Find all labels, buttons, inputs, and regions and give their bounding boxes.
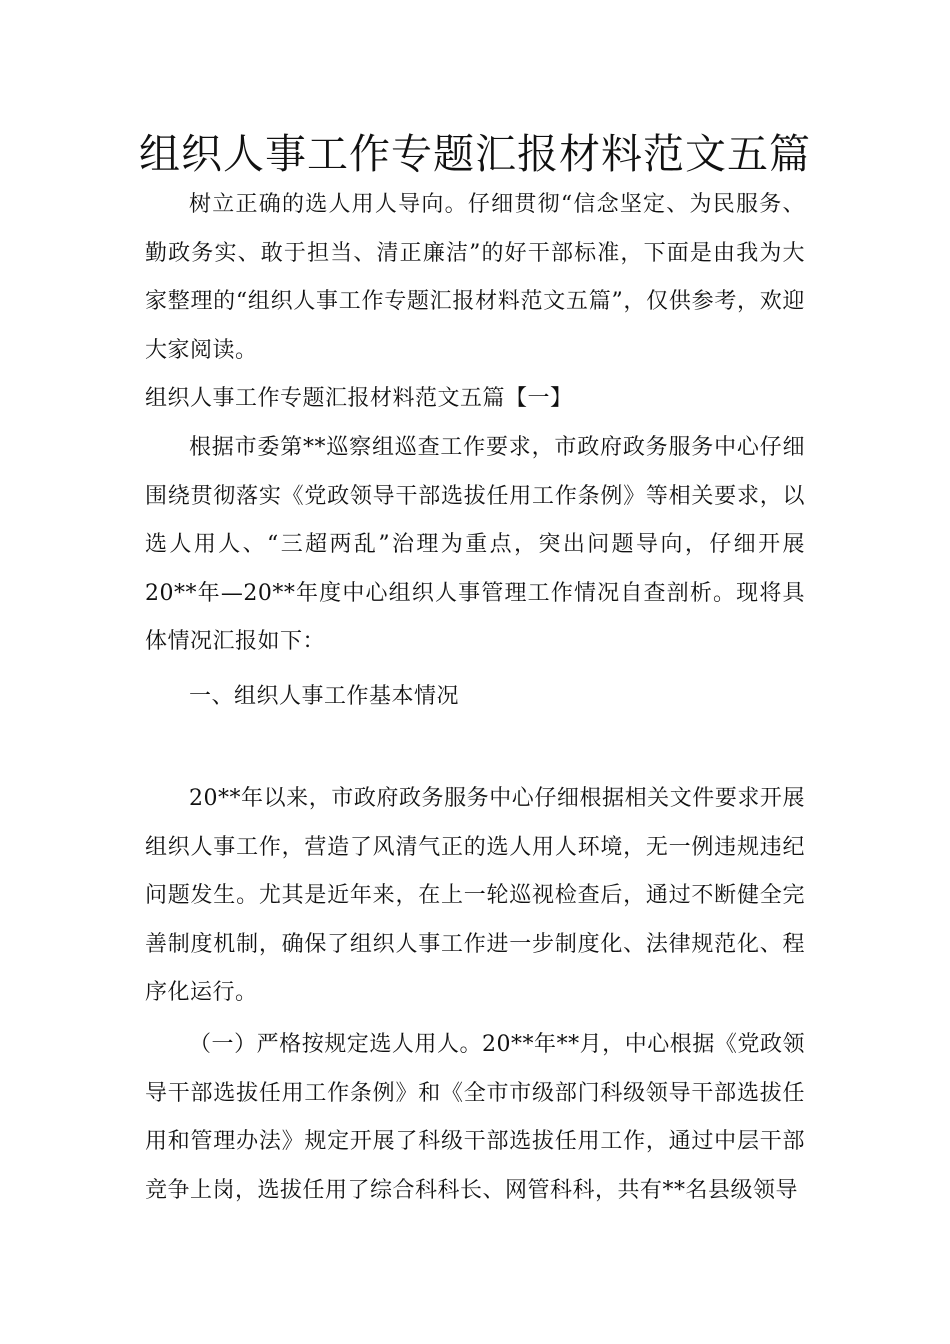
document-title: 组织人事工作专题汇报材料范文五篇 — [139, 130, 811, 178]
intro-paragraph: 树立正确的选人用人导向。仔细贯彻“信念坚定、为民服务、勤政务实、敢于担当、清正廉洁”的好干部标准，下面是由我为大家整理的“组织人事工作专题汇报材料范文五篇”，仅供参考，欢迎大家阅读。 — [145, 192, 805, 363]
paragraph-2: 20**年以来，市政府政务服务中心仔细根据相关文件要求开展组织人事工作，营造了风清气正的选人用人环境，无一例违规违纪问题发生。尤其是近年来，在上一轮巡视检查后，通过不断健全完善制度机制，确保了组织人事工作进一步制度化、法律规范化、程序化运行。 — [145, 786, 805, 1005]
paragraph-3: （一）严格按规定选人用人。20**年**月，中心根据《党政领导干部选拔任用工作条例》和《全市市级部门科级领导干部选拔任用和管理办法》规定开展了科级干部选拔任用工作，通过中层干部竞争上岗，选拔任用了综合科科长、网管科科，共有**名县级领导 — [145, 1032, 805, 1203]
subheading-1: 一、组织人事工作基本情况 — [189, 684, 460, 709]
paragraph-1: 根据市委第**巡察组巡查工作要求，市政府政务服务中心仔细围绕贯彻落实《党政领导干部选拔任用工作条例》等相关要求，以选人用人、“三超两乱”治理为重点，突出问题导向，仔细开展20**年—20**年度中心组织人事管理工作情况自查剖析。现将具体情况汇报如下： — [145, 435, 805, 654]
section-title: 组织人事工作专题汇报材料范文五篇【一】 — [145, 386, 573, 411]
